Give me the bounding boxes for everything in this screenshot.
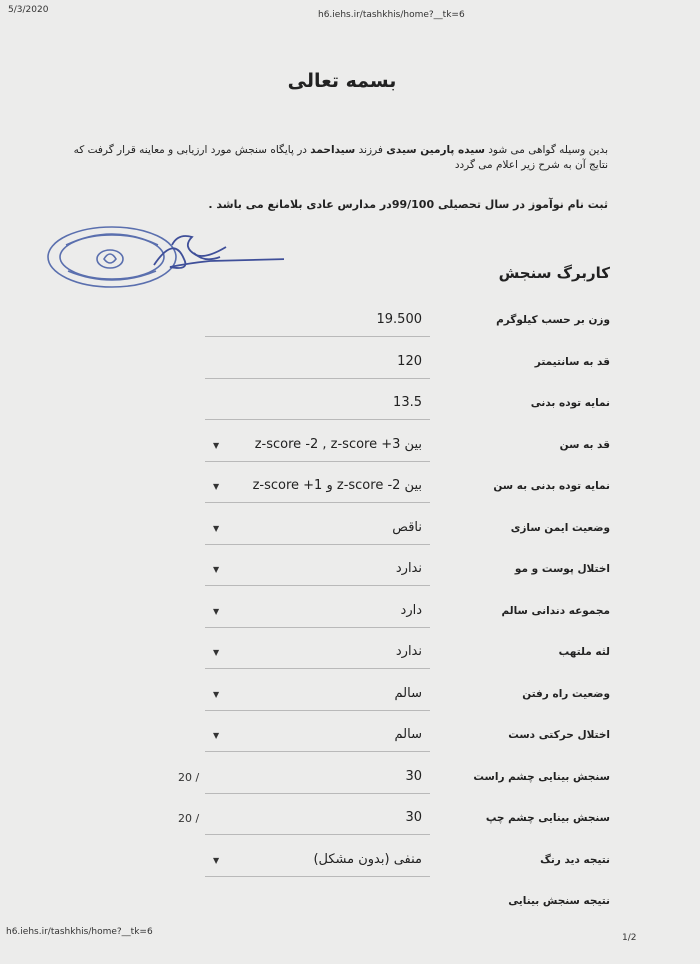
acuity-denominator: 20 / bbox=[178, 771, 200, 784]
select-value[interactable]: ندارد bbox=[395, 561, 422, 576]
select-value[interactable]: دارد bbox=[400, 603, 422, 618]
field-underline bbox=[205, 627, 430, 628]
field-label: نتیجه سنجش بینایی bbox=[508, 895, 610, 907]
field-label: سنجش بینایی چشم راست bbox=[473, 771, 610, 783]
field-underline bbox=[205, 585, 430, 586]
select-value[interactable]: بین z-score -2 و z-score +1 bbox=[252, 478, 422, 493]
chevron-down-icon[interactable]: ▼ bbox=[213, 690, 220, 699]
print-url: h6.iehs.ir/tashkhis/home?__tk=6 bbox=[318, 10, 465, 20]
chevron-down-icon[interactable]: ▼ bbox=[213, 648, 220, 657]
field-underline bbox=[205, 668, 430, 669]
chevron-down-icon[interactable]: ▼ bbox=[213, 565, 220, 574]
field-label: نمایه توده بدنی bbox=[530, 397, 610, 409]
chevron-down-icon[interactable]: ▼ bbox=[213, 731, 220, 740]
input-value[interactable]: 19.500 bbox=[376, 312, 422, 327]
registration-pre: ثبت نام نوآموز در سال تحصیلی bbox=[434, 198, 608, 211]
input-value[interactable]: 30 bbox=[405, 769, 422, 784]
field-underline bbox=[205, 502, 430, 503]
page-number: 1/2 bbox=[622, 933, 637, 943]
field-underline bbox=[205, 419, 430, 420]
field-label: نتیجه دید رنگ bbox=[540, 854, 610, 866]
official-stamp-icon bbox=[44, 205, 284, 295]
field-label: وضعیت راه رفتن bbox=[522, 688, 610, 700]
select-value[interactable]: ندارد bbox=[395, 644, 422, 659]
select-value[interactable]: منفی (بدون مشکل) bbox=[313, 852, 422, 867]
input-value[interactable]: 120 bbox=[397, 354, 422, 369]
field-label: مجموعه دندانی سالم bbox=[501, 605, 610, 617]
field-label: اختلال پوست و مو bbox=[514, 563, 610, 575]
field-label: لثه ملتهب bbox=[558, 646, 610, 658]
field-label: وزن بر حسب کیلوگرم bbox=[496, 314, 610, 326]
intro-mid: فرزند bbox=[355, 144, 387, 156]
select-value[interactable]: بین z-score -2 , z-score +3 bbox=[254, 437, 422, 452]
father-name: سیداحمد bbox=[310, 144, 356, 156]
page-title: بسمه تعالی bbox=[287, 70, 397, 92]
field-underline bbox=[205, 751, 430, 752]
field-label: سنجش بینایی چشم چپ bbox=[485, 812, 610, 824]
intro-paragraph bbox=[73, 143, 608, 173]
chevron-down-icon[interactable]: ▼ bbox=[213, 607, 220, 616]
intro-line-2: نتایج آن به شرح زیر اعلام می گردد bbox=[454, 159, 608, 171]
field-underline bbox=[205, 544, 430, 545]
select-value[interactable]: ناقص bbox=[392, 520, 422, 535]
field-label: اختلال حرکتی دست bbox=[508, 729, 610, 741]
select-value[interactable]: سالم bbox=[394, 686, 422, 701]
field-label: نمایه توده بدنی به سن bbox=[493, 480, 610, 492]
field-underline bbox=[205, 793, 430, 794]
footer-url: h6.iehs.ir/tashkhis/home?__tk=6 bbox=[6, 927, 153, 937]
print-date: 5/3/2020 bbox=[8, 5, 49, 15]
field-underline bbox=[205, 336, 430, 337]
student-name: سیده پارمین سیدی bbox=[386, 144, 485, 156]
field-label: قد به سن bbox=[559, 439, 610, 451]
chevron-down-icon[interactable]: ▼ bbox=[213, 856, 220, 865]
field-underline bbox=[205, 461, 430, 462]
chevron-down-icon[interactable]: ▼ bbox=[213, 524, 220, 533]
field-underline bbox=[205, 378, 430, 379]
chevron-down-icon[interactable]: ▼ bbox=[213, 482, 220, 491]
field-label: وضعیت ایمن سازی bbox=[510, 522, 610, 534]
field-label: قد به سانتیمتر bbox=[534, 356, 610, 368]
input-value[interactable]: 13.5 bbox=[393, 395, 422, 410]
input-value[interactable]: 30 bbox=[405, 810, 422, 825]
field-underline bbox=[205, 710, 430, 711]
intro-pre: بدین وسیله گواهی می شود bbox=[484, 144, 608, 156]
select-value[interactable]: سالم bbox=[394, 727, 422, 742]
section-title: کاربرگ سنجش bbox=[498, 264, 610, 282]
field-underline bbox=[205, 834, 430, 835]
intro-post: در پایگاه سنجش مورد ارزیابی و معاینه قرار گرفت که bbox=[73, 144, 311, 156]
academic-year: 99/100 bbox=[391, 198, 435, 211]
registration-post: در مدارس عادی بلامانع می باشد . bbox=[208, 198, 392, 211]
chevron-down-icon[interactable]: ▼ bbox=[213, 441, 220, 450]
acuity-denominator: 20 / bbox=[178, 812, 200, 825]
field-underline bbox=[205, 876, 430, 877]
